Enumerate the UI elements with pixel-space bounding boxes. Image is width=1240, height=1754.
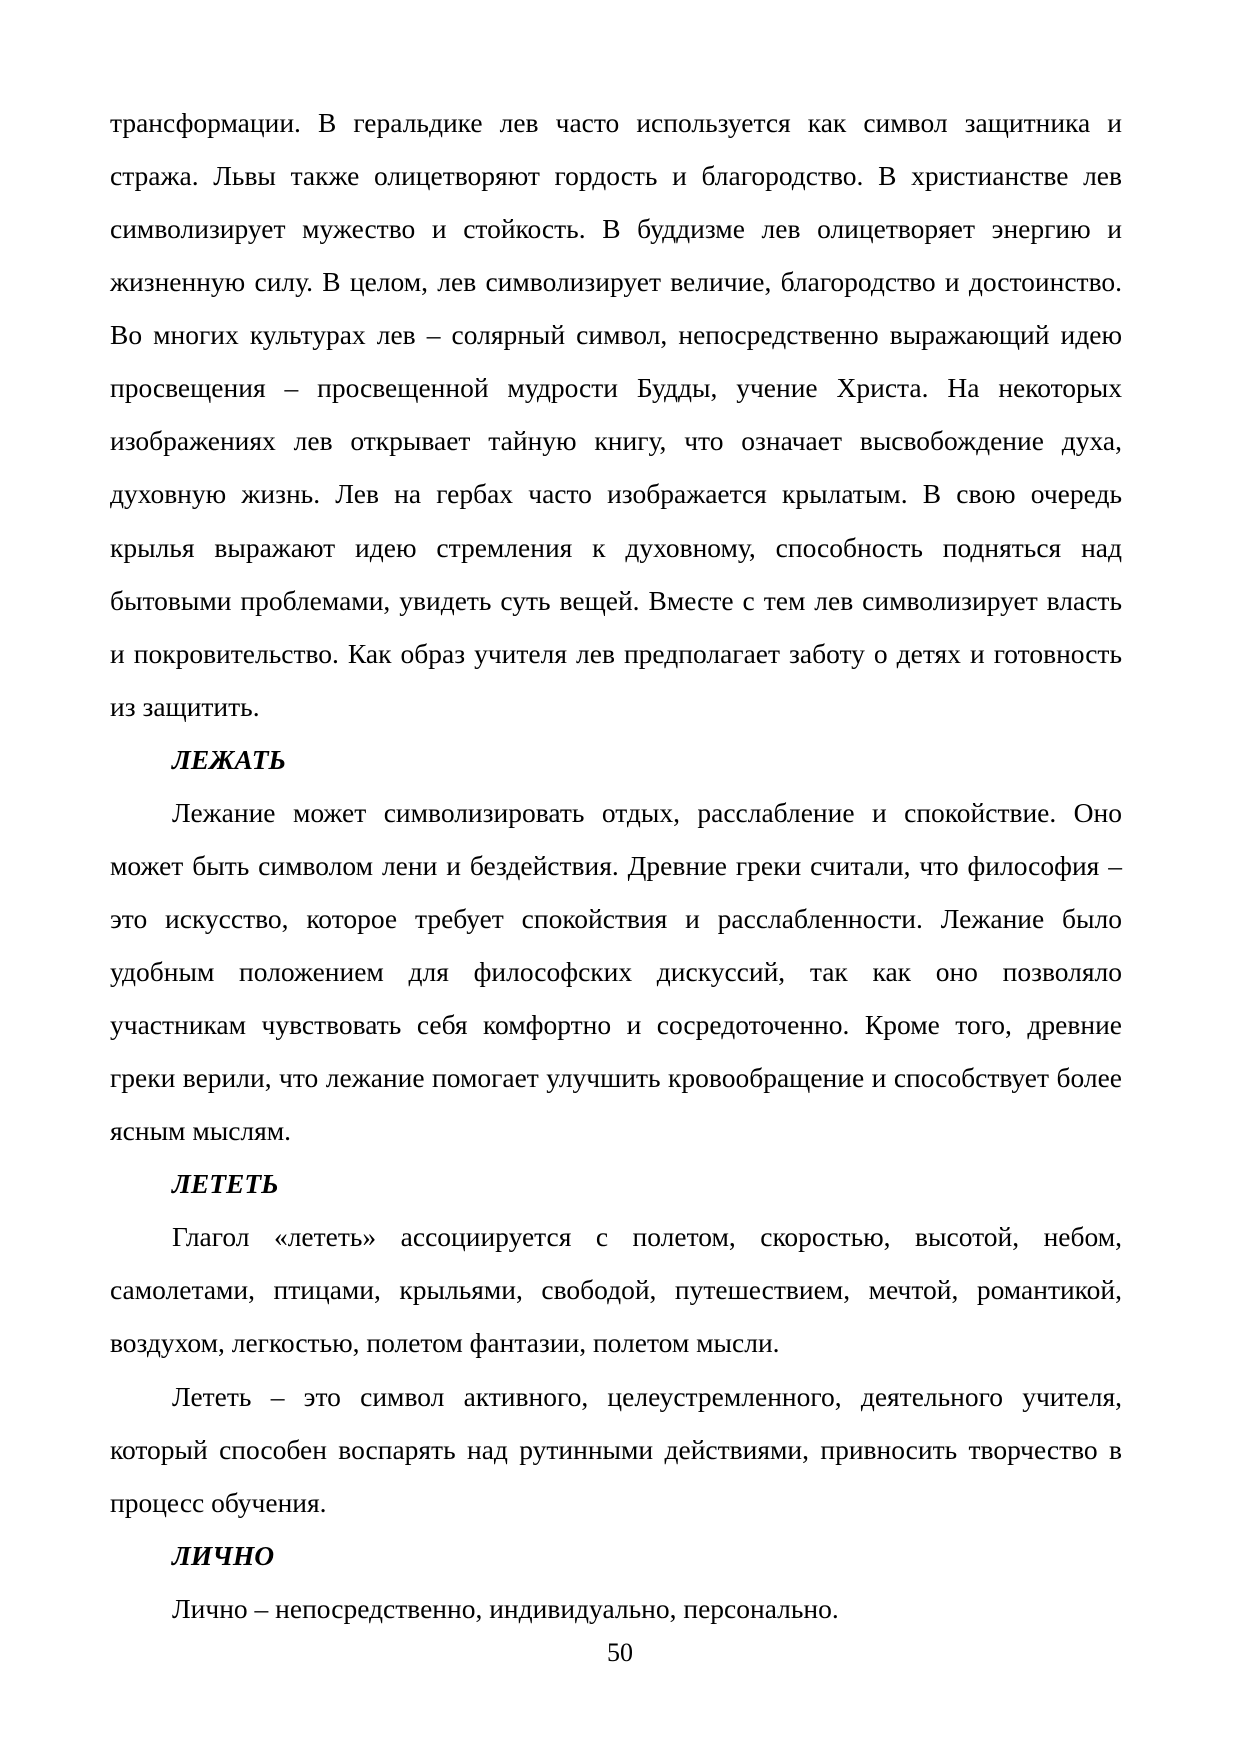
paragraph-continued: трансформации. В геральдике лев часто используется как символ защитника и стража. Львы также олицетворяют гордость и благородство. В христианстве лев символизирует мужество и стойкость. В буддизме лев олицетворяет энергию и жизненную силу. В целом, лев символизирует величие, благородство и достоинство. Во многих культурах лев – солярный символ, непосредственно выражающий идею просвещения – просвещенной мудрости Будды, учение Христа. На некоторых изображениях лев открывает тайную книгу, что означает высвобождение духа, духовную жизнь. Лев на гербах часто изображается крылатым. В свою очередь крылья выражают идею стремления к духовному, способность подняться над бытовыми проблемами, увидеть суть вещей. Вместе с тем лев символизирует власть и покровительство. Как образ учителя лев предполагает заботу о детях и готовность из защитить. xyxy=(110,107,1122,722)
document-body xyxy=(110,96,1122,1635)
page-number: 50 xyxy=(607,1638,633,1667)
section-heading-lichno: ЛИЧНО xyxy=(172,1539,275,1571)
section-paragraph-letet-2: Лететь – это символ активного, целеустремленного, деятельного учителя, который способен воспарять над рутинными действиями, привносить творчество в процесс обучения. xyxy=(110,1380,1122,1518)
section-paragraph-letet-1: Глагол «лететь» ассоциируется с полетом, скоростью, высотой, небом, самолетами, птицами, крыльями, свободой, путешествием, мечтой, романтикой, воздухом, легкостью, полетом фантазии, полетом мысли. xyxy=(110,1221,1122,1359)
section-heading-letet: ЛЕТЕТЬ xyxy=(172,1168,279,1200)
section-paragraph-lezhat-1: Лежание может символизировать отдых, расслабление и спокойствие. Оно может быть символом лени и бездействия. Древние греки считали, что философия – это искусство, которое требует спокойствия и расслабленности. Лежание было удобным положением для философских дискуссий, так как оно позволяло участникам чувствовать себя комфортно и сосредоточенно. Кроме того, древние греки верили, что лежание помогает улучшить кровообращение и способствует более ясным мыслям. xyxy=(110,796,1122,1147)
section-heading-lezhat: ЛЕЖАТЬ xyxy=(172,743,286,775)
section-paragraph-lichno-1: Лично – непосредственно, индивидуально, персонально. xyxy=(172,1592,839,1624)
